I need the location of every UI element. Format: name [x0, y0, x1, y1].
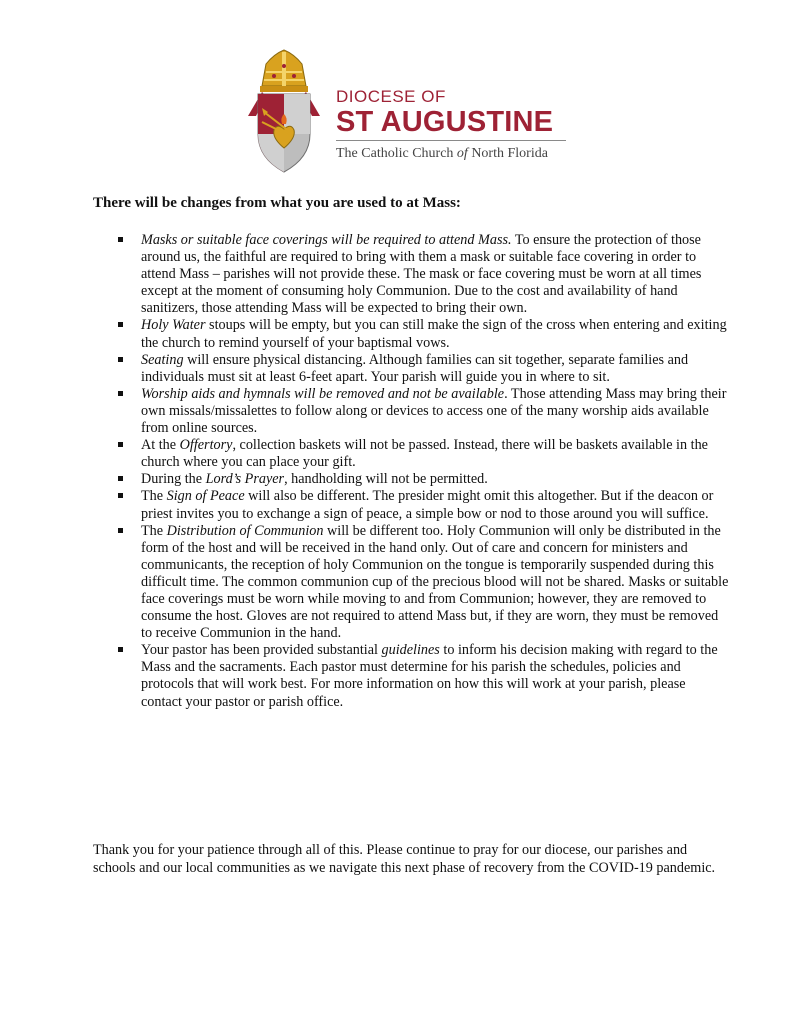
list-item: The Sign of Peace will also be different. The presider might omit this altogether. But if the deacon or priest invites you to exchange a sign of peace, a simple bow or nod to those around you will suffice. [118, 488, 730, 522]
logo-wordmark [336, 88, 566, 164]
list-item: Seating will ensure physical distancing. Although families can sit together, separate families and individuals must sit at least 6-feet apart. Your parish will guide you in where to sit. [118, 352, 730, 386]
letterhead [0, 46, 806, 186]
bullet-square-icon [118, 476, 123, 481]
logo-diocese-of: DIOCESE OF [336, 87, 446, 106]
list-item: The Distribution of Communion will be different too. Holy Communion will only be distributed in the form of the host and will be received in the hand only. Out of care and concern for ministers and communicants, the reception of holy Communion on the tongue is temporarily suspended during this difficult time. The common communion cup of the precious blood will not be shared. Masks or suitable face coverings must be worn while moving to and from Communion; however, they are removed to consume the host. Gloves are not required to attend Mass but, if they are worn, they must be removed to receive Communion in the hand. [118, 523, 730, 643]
bullet-square-icon [118, 493, 123, 498]
logo-divider [336, 140, 566, 141]
list-item: Your pastor has been provided substantial guidelines to inform his decision making with regard to the Mass and the sacraments. Each pastor must determine for his parish the schedules, policies and protocols that will work best. For more information on how this will work at your parish, please contact your pastor or parish office. [118, 642, 730, 710]
bullet-square-icon [118, 528, 123, 533]
list-item: At the Offertory, collection baskets will not be passed. Instead, there will be baskets available in the church where you can place your gift. [118, 437, 730, 471]
bullet-square-icon [118, 647, 123, 652]
bullet-square-icon [118, 237, 123, 242]
logo-tagline: The Catholic Church of North Florida [336, 146, 548, 161]
list-item: Masks or suitable face coverings will be required to attend Mass. To ensure the protection of those around us, the faithful are required to bring with them a mask or suitable face covering in order to attend Mass – parishes will not provide these. The mask or face covering must be worn at all times except at the moment of consuming holy Communion. Due to the cost and availability of hand sanitizers, those attending Mass will be expected to bring their own. [118, 232, 730, 317]
logo-st-augustine: ST AUGUSTINE [336, 106, 554, 138]
changes-list [118, 232, 730, 711]
closing-paragraph: Thank you for your patience through all of this. Please continue to pray for our diocese, our parishes and schools and our local communities as we navigate this next phase of recovery from the COVID-19 pandemic. [93, 842, 716, 876]
list-item: During the Lord’s Prayer, handholding will not be permitted. [118, 471, 730, 488]
diocese-crest-icon [236, 46, 332, 176]
section-heading: There will be changes from what you are used to at Mass: [93, 195, 461, 211]
bullet-square-icon [118, 357, 123, 362]
bullet-square-icon [118, 322, 123, 327]
list-item: Worship aids and hymnals will be removed and not be available. Those attending Mass may bring their own missals/missalettes to follow along or devices to access one of the many worship aids available from online sources. [118, 386, 730, 437]
bullet-square-icon [118, 391, 123, 396]
list-item: Holy Water stoups will be empty, but you can still make the sign of the cross when entering and exiting the church to remind yourself of your baptismal vows. [118, 317, 730, 351]
bullet-square-icon [118, 442, 123, 447]
